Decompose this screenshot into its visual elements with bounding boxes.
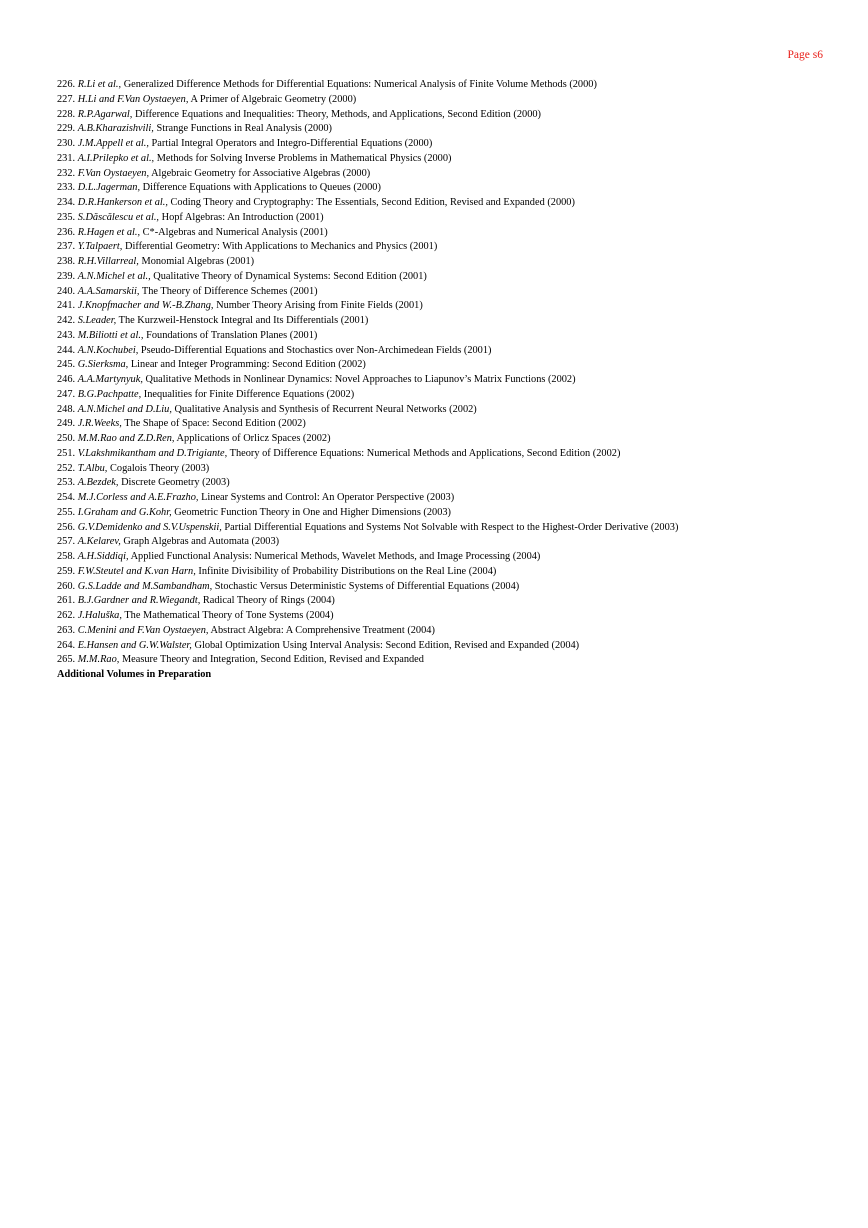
entry-authors: M.M.Rao,	[77, 654, 120, 666]
entry-title: The Mathematical Theory of Tone Systems (2004)	[124, 610, 334, 621]
volume-list	[57, 78, 860, 683]
entry-title: The Kurzweil-Henstock Integral and Its Differentials (2001)	[118, 315, 369, 326]
entry-title: Difference Equations and Inequalities: Theory, Methods, and Applications, Second Edition (2000)	[135, 108, 541, 120]
list-item	[57, 196, 860, 211]
list-item	[57, 108, 860, 123]
entry-number: 226.	[57, 79, 76, 90]
entry-number: 259.	[57, 565, 76, 577]
list-item	[57, 639, 860, 654]
entry-number: 249.	[57, 418, 76, 430]
list-item	[57, 580, 860, 595]
entry-title: The Theory of Difference Schemes (2001)	[141, 285, 318, 297]
entry-authors: F.Van Oystaeyen,	[77, 167, 150, 179]
list-item	[57, 373, 860, 388]
list-item	[57, 255, 860, 270]
entry-number: 227.	[57, 93, 76, 105]
entry-number: 256.	[57, 521, 76, 533]
entry-title: Strange Functions in Real Analysis (2000)	[156, 123, 332, 135]
entry-number: 257.	[57, 536, 76, 548]
entry-authors: A.Kelarev,	[77, 536, 121, 548]
entry-number: 252.	[57, 462, 76, 474]
entry-title: Applications of Orlicz Spaces (2002)	[176, 433, 331, 444]
list-item	[57, 211, 860, 226]
entry-authors: J.R.Weeks,	[77, 418, 122, 430]
entry-number: 250.	[57, 433, 76, 444]
entry-authors: A.A.Martynyuk,	[77, 374, 143, 385]
list-item	[57, 240, 860, 255]
entry-title: Pseudo-Differential Equations and Stochastics over Non-Archimedean Fields (2001)	[140, 344, 492, 356]
entry-authors: D.R.Hankerson et al.,	[77, 197, 168, 208]
entry-authors: M.Biliotti et al.,	[77, 329, 144, 341]
list-item	[57, 344, 860, 359]
entry-number: 230.	[57, 138, 76, 149]
entry-title: The Shape of Space: Second Edition (2002)	[124, 418, 306, 430]
entry-number: 255.	[57, 506, 76, 518]
entry-authors: I.Graham and G.Kohr,	[77, 506, 172, 518]
list-item	[57, 403, 860, 418]
entry-title: Partial Integral Operators and Integro-Differential Equations (2000)	[151, 138, 433, 149]
entry-number: 251.	[57, 447, 76, 459]
entry-authors: V.Lakshmikantham and D.Trigiante,	[77, 447, 228, 459]
list-item	[57, 521, 860, 536]
list-item	[57, 152, 860, 167]
entry-authors: C.Menini and F.Van Oystaeyen,	[77, 624, 209, 636]
entry-title: Graph Algebras and Automata (2003)	[123, 536, 280, 548]
entry-number: 232.	[57, 167, 76, 179]
entry-number: 242.	[57, 315, 76, 326]
entry-number: 258.	[57, 551, 76, 562]
entry-authors: T.Albu,	[77, 462, 108, 474]
entry-authors: A.Bezdek,	[77, 477, 119, 489]
entry-title: Abstract Algebra: A Comprehensive Treatment (2004)	[210, 624, 435, 636]
list-item	[57, 137, 860, 152]
list-item	[57, 299, 860, 314]
entry-title: Qualitative Theory of Dynamical Systems: Second Edition (2001)	[153, 270, 427, 282]
entry-authors: S.Leader,	[77, 315, 117, 326]
entry-title: Linear Systems and Control: An Operator Perspective (2003)	[201, 492, 455, 503]
entry-title: Differential Geometry: With Applications to Mechanics and Physics (2001)	[124, 241, 438, 253]
entry-number: 229.	[57, 123, 76, 135]
entry-title: Monomial Algebras (2001)	[141, 256, 255, 267]
entry-authors: Y.Talpaert,	[77, 241, 123, 253]
entry-number: 254.	[57, 492, 76, 503]
list-item	[57, 226, 860, 241]
entry-number: 231.	[57, 152, 76, 164]
entry-number: 241.	[57, 300, 76, 312]
list-item	[57, 624, 860, 639]
entry-title: Methods for Solving Inverse Problems in Mathematical Physics (2000)	[156, 152, 452, 164]
entry-authors: E.Hansen and G.W.Walster,	[77, 639, 192, 651]
list-item	[57, 653, 860, 668]
entry-number: 260.	[57, 580, 76, 592]
entry-title: Difference Equations with Applications to Queues (2000)	[142, 182, 381, 194]
entry-authors: F.W.Steutel and K.van Harn,	[77, 565, 196, 577]
entry-title: Inequalities for Finite Difference Equations (2002)	[143, 388, 355, 400]
list-item	[57, 432, 860, 447]
entry-title: Generalized Difference Methods for Differential Equations: Numerical Analysis of Finite Volume Methods (2000)	[123, 79, 597, 90]
entry-title: Infinite Divisibility of Probability Distributions on the Real Line (2004)	[198, 565, 497, 577]
entry-authors: A.B.Kharazishvili,	[77, 123, 154, 135]
entry-title: Coding Theory and Cryptography: The Essentials, Second Edition, Revised and Expanded (2000)	[170, 197, 575, 208]
list-item	[57, 314, 860, 329]
entry-number: 235.	[57, 211, 76, 223]
entry-title: Applied Functional Analysis: Numerical Methods, Wavelet Methods, and Image Processing (2004)	[130, 551, 541, 562]
entry-number: 248.	[57, 403, 76, 415]
list-item	[57, 609, 860, 624]
additional-volumes-note: Additional Volumes in Preparation	[57, 669, 212, 680]
entry-authors: M.J.Corless and A.E.Frazho,	[77, 492, 199, 503]
entry-authors: H.Li and F.Van Oystaeyen,	[77, 93, 189, 105]
entry-authors: A.N.Michel et al.,	[77, 270, 151, 282]
entry-authors: J.Knopfmacher and W.-B.Zhang,	[77, 300, 214, 312]
list-item	[57, 270, 860, 285]
entry-number: 234.	[57, 197, 76, 208]
entry-number: 253.	[57, 477, 76, 489]
entry-title: Hopf Algebras: An Introduction (2001)	[161, 211, 324, 223]
entry-title: Partial Differential Equations and Systems Not Solvable with Respect to the Highest-Order Derivative (2003)	[224, 521, 679, 533]
entry-number: 245.	[57, 359, 76, 371]
entry-authors: G.Sierksma,	[77, 359, 129, 371]
list-item	[57, 93, 860, 108]
entry-title: Geometric Function Theory in One and Higher Dimensions (2003)	[174, 506, 452, 518]
list-item	[57, 417, 860, 432]
entry-title: Qualitative Methods in Nonlinear Dynamics: Novel Approaches to Liapunov’s Matrix Functions (2002)	[145, 374, 576, 385]
entry-number: 239.	[57, 270, 76, 282]
entry-number: 261.	[57, 595, 76, 607]
entry-title: Global Optimization Using Interval Analysis: Second Edition, Revised and Expanded (2004)	[194, 639, 580, 651]
entry-authors: G.V.Demidenko and S.V.Uspenskii,	[77, 521, 222, 533]
entry-title: Cogalois Theory (2003)	[110, 462, 210, 474]
page-label: Page s6	[787, 49, 823, 61]
list-item	[57, 506, 860, 521]
list-item	[57, 122, 860, 137]
entry-authors: A.A.Samarskii,	[77, 285, 140, 297]
entry-title: C*-Algebras and Numerical Analysis (2001)	[142, 226, 328, 238]
entry-title: Foundations of Translation Planes (2001)	[146, 329, 318, 341]
entry-number: 243.	[57, 329, 76, 341]
list-item	[57, 181, 860, 196]
entry-authors: J.Haluška,	[77, 610, 122, 621]
entry-number: 228.	[57, 108, 76, 120]
entry-number: 233.	[57, 182, 76, 194]
entry-title: Qualitative Analysis and Synthesis of Recurrent Neural Networks (2002)	[174, 403, 477, 415]
entry-number: 264.	[57, 639, 76, 651]
list-item	[57, 285, 860, 300]
entry-number: 265.	[57, 654, 76, 666]
entry-title: Number Theory Arising from Finite Fields (2001)	[216, 300, 423, 312]
list-item	[57, 594, 860, 609]
list-item	[57, 491, 860, 506]
entry-authors: A.N.Kochubei,	[77, 344, 139, 356]
list-item	[57, 78, 860, 93]
entry-authors: D.L.Jagerman,	[77, 182, 141, 194]
entry-number: 263.	[57, 624, 76, 636]
entry-authors: R.Hagen et al.,	[77, 226, 141, 238]
entry-title: Linear and Integer Programming: Second Edition (2002)	[130, 359, 366, 371]
list-item	[57, 550, 860, 565]
entry-authors: R.P.Agarwal,	[77, 108, 133, 120]
entry-title: Theory of Difference Equations: Numerical Methods and Applications, Second Edition (2002)	[229, 447, 621, 459]
entry-authors: A.H.Siddiqi,	[77, 551, 129, 562]
entry-authors: A.N.Michel and D.Liu,	[77, 403, 172, 415]
entry-authors: R.Li et al.,	[77, 79, 122, 90]
entry-title: Discrete Geometry (2003)	[121, 477, 230, 489]
entry-authors: B.J.Gardner and R.Wiegandt,	[77, 595, 201, 607]
list-item	[57, 329, 860, 344]
entry-title: A Primer of Algebraic Geometry (2000)	[190, 93, 357, 105]
entry-authors: S.Dăscălescu et al.,	[77, 211, 159, 223]
list-item	[57, 167, 860, 182]
entry-authors: J.M.Appell et al.,	[77, 138, 149, 149]
entry-number: 247.	[57, 388, 76, 400]
list-item	[57, 565, 860, 580]
list-item	[57, 476, 860, 491]
entry-number: 244.	[57, 344, 76, 356]
entry-title: Stochastic Versus Deterministic Systems of Differential Equations (2004)	[214, 580, 520, 592]
entry-authors: B.G.Pachpatte,	[77, 388, 142, 400]
entry-title: Measure Theory and Integration, Second Edition, Revised and Expanded	[121, 654, 424, 666]
entry-title: Algebraic Geometry for Associative Algebras (2000)	[151, 167, 371, 179]
entry-number: 236.	[57, 226, 76, 238]
entry-title: Radical Theory of Rings (2004)	[202, 595, 335, 607]
entry-number: 262.	[57, 610, 76, 621]
entry-authors: A.I.Prilepko et al.,	[77, 152, 155, 164]
list-item	[57, 535, 860, 550]
entry-number: 238.	[57, 256, 76, 267]
list-item	[57, 447, 860, 462]
list-item	[57, 358, 860, 373]
list-item	[57, 462, 860, 477]
entry-authors: M.M.Rao and Z.D.Ren,	[77, 433, 175, 444]
entry-authors: G.S.Ladde and M.Sambandham,	[77, 580, 213, 592]
entry-number: 240.	[57, 285, 76, 297]
entry-number: 246.	[57, 374, 76, 385]
entry-authors: R.H.Villarreal,	[77, 256, 139, 267]
entry-number: 237.	[57, 241, 76, 253]
list-item	[57, 388, 860, 403]
